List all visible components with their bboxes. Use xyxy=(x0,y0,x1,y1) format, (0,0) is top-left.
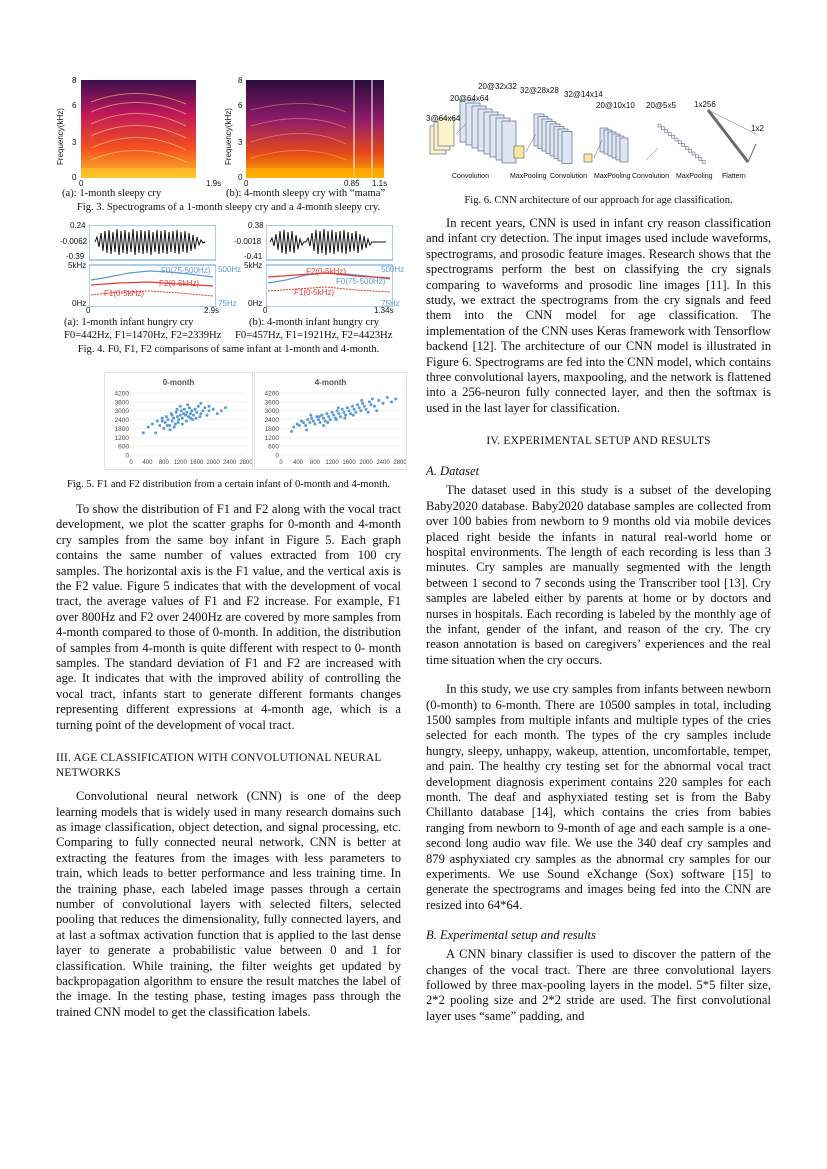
scatter-point xyxy=(382,402,385,405)
figure-5 xyxy=(56,372,406,502)
cnn-flatten-unit xyxy=(689,149,692,152)
scatter-xtick: 2400 xyxy=(376,460,390,466)
scatter-point xyxy=(176,408,179,411)
fig5-caption: Fig. 5. F1 and F2 distribution from a certain infant of 0-month and 4-month. xyxy=(66,479,391,490)
fig3b-ytick: 6 xyxy=(238,101,243,110)
fig3a-yaxis-label: Frequency(kHz) xyxy=(56,108,65,165)
fig3b-xtick: 1.1s xyxy=(372,179,388,188)
figure-4 xyxy=(56,220,405,372)
scatter-point xyxy=(344,414,347,417)
fig4b-f2-label: F2(0-5kHz) xyxy=(306,267,347,276)
cnn-flatten-unit xyxy=(692,152,695,155)
scatter-4-month xyxy=(255,373,406,469)
scatter-ytick: 1200 xyxy=(114,434,129,442)
scatter-point xyxy=(154,431,157,434)
scatter-point xyxy=(351,405,354,408)
scatter-point xyxy=(216,412,219,415)
cnn-flatten-unit xyxy=(685,146,688,149)
section-4-heading xyxy=(426,434,771,449)
scatter-ytick: 1800 xyxy=(264,425,279,433)
scatter-ytick: 3600 xyxy=(264,399,279,407)
scatter-point xyxy=(186,403,189,406)
scatter-point xyxy=(181,423,184,426)
scatter-point xyxy=(335,418,338,421)
cnn-feature-map xyxy=(562,132,572,164)
subsection-b-heading: B. Experimental setup and results xyxy=(426,928,596,943)
cnn-flatten-unit xyxy=(699,158,702,161)
scatter-point xyxy=(212,408,215,411)
scatter-point xyxy=(179,414,182,417)
cnn-label-output: 1x2 xyxy=(751,124,764,133)
scatter-point xyxy=(308,421,311,424)
scatter-point xyxy=(360,399,363,402)
scatter-point xyxy=(190,409,193,412)
fig4a-f0-label: F0(75-500Hz) xyxy=(161,266,211,275)
scatter-point xyxy=(370,403,373,406)
fig4a-freq-top: 5kHz xyxy=(68,261,87,270)
scatter-point xyxy=(292,425,295,428)
cnn-label-input: 3@64x64 xyxy=(426,114,461,123)
scatter-xtick: 400 xyxy=(142,460,153,466)
scatter-point xyxy=(161,420,164,423)
paragraph-cry-samples: In this study, we use cry samples from infants between newborn (0-month) to 6-month. There are 10500 samples in total, including 1500 samples from multiple infants and multiple types of the cries selected for each month. The types of the cry samples include hungry, sleepy, unhappy, wakeup, attention, uncomfortable, temper, and pain. The healthy cry testing set for the abnormal vocal tract development diagnosis experiment contains 220 samples for each month. The deaf and asphyxiated testing set is from the Baby Chillanto database [14], which contains the cries from babies ranging from newborn to 9-month of age and each sample is a one-second long audio wav file. We use the 340 deaf cry samples and 879 asphyxiated cry samples as the abnormal cry samples for our experiments. We use Sound eXchange (Sox) software [15] to generate the spectrograms and images being fed into the CNN are resized into 64*64. xyxy=(426,682,771,912)
fig4b-f1-label: F1(0-5kHz) xyxy=(294,288,335,297)
scatter-point xyxy=(189,417,192,420)
scatter-point xyxy=(199,402,202,405)
paragraph-cnn-recent: In recent years, CNN is used in infant cry reason classification and infant cry detection. The input images used include waveforms, spectrograms, and prosodic feature images. Research shows that the spectrograms perform the best on classifying the cry signals comparing to waveforms and prosodic line images [11]. In this study, we extract the spectrograms from the cry signals and feed them into the CNN model for age classification. The implementation of the CNN uses Keras framework with Tensorflow backend [12]. The architecture of our CNN model is illustrated in Figure 6. Spectrograms are fed into the CNN model, which contains three convolutional layers, maxpooling, and the network is flattened into a 256-neuron fully connected layer, and then the softmax is used in the last layer for classification. xyxy=(426,216,771,415)
cnn-flatten-unit xyxy=(682,144,685,147)
scatter-point xyxy=(188,406,191,409)
cnn-flatten-unit xyxy=(702,160,705,163)
scatter-point xyxy=(337,412,340,415)
fig4a-freq-bottom: 0Hz xyxy=(72,299,87,308)
scatter-point xyxy=(151,423,154,426)
fig4a-right-bottom: 75Hz xyxy=(218,299,237,308)
scatter-point xyxy=(290,430,293,433)
fig4a-wave-tick: -0.0062 xyxy=(60,237,88,246)
cnn-flatten-unit xyxy=(675,138,678,141)
cnn-label-pool2: 32@14x14 xyxy=(564,90,603,99)
scatter-ytick: 2400 xyxy=(114,417,129,425)
cnn-bottom-label: Convolution xyxy=(452,173,489,180)
scatter-point xyxy=(164,421,167,424)
scatter-xtick: 2000 xyxy=(206,460,220,466)
scatter-point xyxy=(310,417,313,420)
scatter-point xyxy=(363,405,366,408)
scatter-point xyxy=(324,420,327,423)
right-column xyxy=(426,70,771,1024)
scatter-point xyxy=(331,411,334,414)
cnn-bottom-label: MaxPooling xyxy=(676,173,713,180)
scatter-panel-4-month xyxy=(254,372,407,470)
scatter-point xyxy=(172,417,175,420)
scatter-point xyxy=(348,409,351,412)
scatter-point xyxy=(386,396,389,399)
scatter-point xyxy=(342,411,345,414)
scatter-point xyxy=(339,415,342,418)
scatter-point xyxy=(359,409,362,412)
scatter-point xyxy=(194,417,197,420)
scatter-point xyxy=(336,409,339,412)
fig4a-label: (a): 1-month infant hungry cry xyxy=(64,317,194,328)
scatter-xtick: 400 xyxy=(292,460,304,466)
spectrogram-4-month xyxy=(246,80,384,178)
scatter-point xyxy=(197,405,200,408)
scatter-point xyxy=(373,405,376,408)
scatter-ytick: 1200 xyxy=(264,434,279,442)
scatter-point xyxy=(361,402,364,405)
fig3a-label: (a): 1-month sleepy cry xyxy=(62,188,162,199)
scatter-point xyxy=(356,403,359,406)
figure-3 xyxy=(56,70,401,216)
scatter-point xyxy=(171,414,174,417)
scatter-point xyxy=(332,414,335,417)
scatter-point xyxy=(353,408,356,411)
scatter-point xyxy=(304,424,307,427)
fig4b-right-bottom: 75Hz xyxy=(381,299,400,308)
scatter-xtick: 1200 xyxy=(173,460,187,466)
scatter-point xyxy=(166,418,169,421)
scatter-point xyxy=(179,405,182,408)
scatter-ytick: 0 xyxy=(275,452,279,460)
scatter-point xyxy=(192,414,195,417)
fig3b-xtick: 0 xyxy=(244,179,249,188)
scatter-title: 4-month xyxy=(314,378,347,387)
scatter-point xyxy=(208,409,211,412)
scatter-point xyxy=(298,424,301,427)
scatter-point xyxy=(183,408,186,411)
cnn-label-pool3: 20@5x5 xyxy=(646,101,676,110)
scatter-point xyxy=(169,428,172,431)
scatter-xtick: 1600 xyxy=(342,460,356,466)
cnn-flatten-unit xyxy=(665,130,668,133)
fig4b-wave-tick: -0.0018 xyxy=(234,237,262,246)
fig3a-ytick: 6 xyxy=(72,101,77,110)
section-3-title: III. AGE CLASSIFICATION WITH CONVOLUTIONAL NEURAL NETWORKS xyxy=(56,752,382,780)
scatter-xtick: 2800 xyxy=(239,460,252,466)
fig3b-xtick: 0.85 xyxy=(344,179,360,188)
fig3a-ytick: 0 xyxy=(72,173,77,182)
scatter-0-month xyxy=(105,373,252,469)
fig6-caption: Fig. 6. CNN architecture of our approach for age classification. xyxy=(464,195,733,206)
fig3a-ytick: 3 xyxy=(72,138,77,147)
scatter-point xyxy=(377,399,380,402)
scatter-point xyxy=(354,411,357,414)
scatter-point xyxy=(312,420,315,423)
scatter-point xyxy=(317,418,320,421)
fig4-caption: Fig. 4. F0, F1, F2 comparisons of same infant at 1-month and 4-month. xyxy=(77,344,380,355)
scatter-point xyxy=(394,397,397,400)
fig3b-label: (b): 4-month sleepy cry with “mama” xyxy=(226,188,386,199)
cnn-flatten-unit xyxy=(661,127,664,130)
fig4b-x-start: 0 xyxy=(263,306,268,315)
scatter-point xyxy=(325,412,328,415)
scatter-xtick: 2400 xyxy=(222,460,237,466)
cnn-label-conv2: 32@28x28 xyxy=(520,86,559,95)
scatter-ytick: 600 xyxy=(268,443,279,451)
fig4a-x-start: 0 xyxy=(86,306,91,315)
fig3a-xtick: 1.9s xyxy=(206,179,222,188)
scatter-point xyxy=(329,418,332,421)
scatter-point xyxy=(358,406,361,409)
cnn-bottom-label: MaxPooling xyxy=(510,173,547,180)
scatter-point xyxy=(189,412,192,415)
scatter-point xyxy=(175,411,178,414)
scatter-ytick: 2400 xyxy=(264,417,279,425)
fig3b-ytick: 0 xyxy=(238,173,243,182)
fig4a-f2-label: F2(0-5kHz) xyxy=(159,279,200,288)
fig4b-label: (b): 4-month infant hungry cry xyxy=(249,317,380,328)
fig4a-values: F0=442Hz, F1=1470Hz, F2=2339Hz xyxy=(64,330,222,341)
scatter-point xyxy=(181,417,184,420)
scatter-xtick: 800 xyxy=(158,460,169,466)
fig4b-freq-top: 5kHz xyxy=(244,261,263,270)
scatter-point xyxy=(180,409,183,412)
cnn-label-conv3: 20@10x10 xyxy=(596,101,635,110)
scatter-xtick: 2000 xyxy=(359,460,373,466)
scatter-point xyxy=(343,417,346,420)
scatter-point xyxy=(171,420,174,423)
scatter-xtick: 0 xyxy=(279,460,283,466)
scatter-point xyxy=(174,423,177,426)
scatter-point xyxy=(147,425,150,428)
scatter-point xyxy=(367,411,370,414)
scatter-point xyxy=(322,424,325,427)
scatter-point xyxy=(162,427,165,430)
cnn-bottom-label: MaxPooling xyxy=(594,173,631,180)
fig3a-ytick: 8 xyxy=(72,76,77,85)
fig4b-f0-label: F0(75-500Hz) xyxy=(336,277,386,286)
scatter-point xyxy=(158,424,161,427)
scatter-point xyxy=(352,414,355,417)
fig4a-f1-label: F1(0-5kHz) xyxy=(104,289,145,298)
scatter-point xyxy=(309,414,312,417)
cnn-flatten-unit xyxy=(672,135,675,138)
cnn-label-pool1: 20@32x32 xyxy=(478,82,517,91)
scatter-ytick: 1800 xyxy=(114,425,129,433)
fig4b-wave-tick: 0.38 xyxy=(248,221,264,230)
scatter-point xyxy=(166,424,169,427)
scatter-point xyxy=(365,408,368,411)
fig3b-ytick: 8 xyxy=(238,76,243,85)
scatter-point xyxy=(201,409,204,412)
scatter-ytick: 3000 xyxy=(264,408,279,416)
scatter-point xyxy=(375,409,378,412)
fig3a-xtick: 0 xyxy=(79,179,84,188)
scatter-point xyxy=(220,409,223,412)
scatter-point xyxy=(341,408,344,411)
cnn-bottom-label: Convolution xyxy=(632,173,669,180)
paragraph-dataset: The dataset used in this study is a subset of the developing Baby2020 database. Baby2020 database samples are collected from over 100 babies from newborn to 9 months old via mobile devices placed right beside the infants in natural real-world home or hospital environments. The length of each recording is less than 3 minutes. Cry samples are manually segmented with the length between 1 second to 7 seconds using the Transcriber tool [13]. Cry samples are labeled either by parents at home or by doctors and nurses in hospitals. Each recording is labeled by the monthly age of the infant, gender of the infant, and reason of the cry. The cry reason annotation is based on caregivers’ experiences and the real time situation when the cry occurs. xyxy=(426,483,771,667)
scatter-xtick: 2800 xyxy=(393,460,406,466)
scatter-xtick: 1200 xyxy=(325,460,339,466)
scatter-point xyxy=(371,397,374,400)
scatter-title: 0-month xyxy=(162,378,195,387)
scatter-point xyxy=(176,415,179,418)
scatter-point xyxy=(390,400,393,403)
scatter-ytick: 4200 xyxy=(114,390,129,398)
fig3b-ytick: 3 xyxy=(238,138,243,147)
scatter-point xyxy=(318,415,321,418)
subsection-a-heading: A. Dataset xyxy=(426,464,480,479)
scatter-point xyxy=(185,411,188,414)
cnn-bottom-label: Flattern xyxy=(722,173,746,180)
cnn-flatten-unit xyxy=(678,141,681,144)
section-3-heading xyxy=(56,751,401,781)
scatter-point xyxy=(177,418,180,421)
scatter-point xyxy=(326,421,329,424)
fig4b-freq-bottom: 0Hz xyxy=(248,299,263,308)
spectrogram-1-month xyxy=(81,80,196,178)
scatter-ytick: 0 xyxy=(125,452,129,460)
scatter-xtick: 0 xyxy=(129,460,133,466)
fig4b-wave-tick: -0.41 xyxy=(244,252,263,261)
scatter-point xyxy=(208,405,211,408)
scatter-point xyxy=(165,415,168,418)
scatter-point xyxy=(184,414,187,417)
scatter-point xyxy=(177,421,180,424)
scatter-point xyxy=(305,428,308,431)
scatter-point xyxy=(161,417,164,420)
scatter-point xyxy=(349,412,352,415)
fig4b-right-top: 500Hz xyxy=(381,265,405,274)
paragraph-cnn-intro: Convolutional neural network (CNN) is one of the deep learning models that is widely used in many research domains such as image classification, object detection, and signal processing, etc. Comparing to fully connected neural network, CNN is better at extracting the features from the images with less parameters to train, which leads to better performance and less training time. In the training phase, each labeled image passes through a certain number of convolutional layers with selected filters, selected pooling that reduces the dimensionality, fully connected layers, and at last a softmax activation function that is applied to the last dense layer to generate a probabilistic value between 0 and 1 for classification. While training, the filter weights get updated by backpropagation algorithm to ensure the result matches the label of the image. In the testing phase, testing images pass through the trained CNN model to get the classification labels. xyxy=(56,789,401,1019)
fig3-caption: Fig. 3. Spectrograms of a 1-month sleepy cry and a 4-month sleepy cry. xyxy=(76,202,381,213)
scatter-point xyxy=(319,421,322,424)
scatter-ytick: 3000 xyxy=(114,408,129,416)
paragraph-experimental-setup: A CNN binary classifier is used to discover the pattern of the changes of the vocal tract. There are three convolutional layers followed by three max-pooling layers in the model. 5*5 filter size, 2*2 pooling size and 2*2 stride are used. The first convolutional layer uses “same” padding, and xyxy=(426,947,771,1023)
scatter-point xyxy=(302,421,305,424)
scatter-point xyxy=(368,400,371,403)
scatter-point xyxy=(306,418,309,421)
scatter-point xyxy=(199,412,202,415)
scatter-ytick: 3600 xyxy=(114,399,129,407)
cnn-label-conv1: 20@64x64 xyxy=(450,94,489,103)
scatter-point xyxy=(203,406,206,409)
fig3b-yaxis-label: Frequency(kHz) xyxy=(224,108,233,165)
scatter-xtick: 1600 xyxy=(190,460,204,466)
scatter-point xyxy=(224,406,227,409)
fig4b-values: F0=457Hz, F1=1921Hz, F2=4423Hz xyxy=(235,330,393,341)
scatter-point xyxy=(320,414,323,417)
cnn-flatten-unit xyxy=(695,155,698,158)
section-4-title: IV. EXPERIMENTAL SETUP AND RESULTS xyxy=(486,435,711,448)
scatter-point xyxy=(185,420,188,423)
scatter-panel-0-month xyxy=(104,372,253,470)
cnn-label-dense: 1x256 xyxy=(694,100,716,109)
cnn-flatten-unit xyxy=(668,132,671,135)
scatter-point xyxy=(142,431,145,434)
scatter-point xyxy=(314,423,317,426)
cnn-flatten-unit xyxy=(658,124,661,127)
fig4b-x-end: 1.34s xyxy=(374,306,394,315)
scatter-ytick: 4200 xyxy=(264,390,279,398)
left-column xyxy=(56,70,406,1020)
scatter-point xyxy=(327,415,330,418)
scatter-point xyxy=(195,411,198,414)
scatter-xtick: 800 xyxy=(309,460,321,466)
fig4a-wave-tick: -0.39 xyxy=(66,252,85,261)
cnn-feature-map xyxy=(620,138,628,162)
scatter-point xyxy=(173,425,176,428)
fig4a-right-top: 500Hz xyxy=(218,265,242,274)
figure-6 xyxy=(426,74,771,214)
scatter-point xyxy=(337,406,340,409)
scatter-point xyxy=(194,408,197,411)
paragraph-f1-f2-distribution: To show the distribution of F1 and F2 along with the vocal tract development, we plot the scatter graphs for 0-month and 4-month cry samples from the same boy infant in Figure 5. Each graph contains the same number of values extracted from 100 cry samples. The horizontal axis is the F1 value, and the vertical axis is the F2 value. Figure 5 indicates that with the development of vocal tract, the average values of F1 and F2 increase. For example, F1 over 800Hz and F2 over 2400Hz are covered by more samples from 4-month compared to those of 0-month. In addition, the distribution of samples from 4-month is quite different with respect to 0- month samples. The standard deviation of F1 and F2 are increased with age. It indicates that with the improved ability of controlling the vocal tract, infants start to generate different formants changes representing different expressions at 4-month age, which is a turning point of the development of vocal tract. xyxy=(56,502,401,732)
fig4a-wave-tick: 0.24 xyxy=(70,221,86,230)
scatter-point xyxy=(346,406,349,409)
scatter-point xyxy=(205,414,208,417)
scatter-ytick: 600 xyxy=(118,443,129,451)
scatter-point xyxy=(199,415,202,418)
fig4a-x-end: 2.9s xyxy=(204,306,220,315)
scatter-point xyxy=(156,420,159,423)
cnn-bottom-label: Convolution xyxy=(550,173,587,180)
scatter-point xyxy=(322,417,325,420)
